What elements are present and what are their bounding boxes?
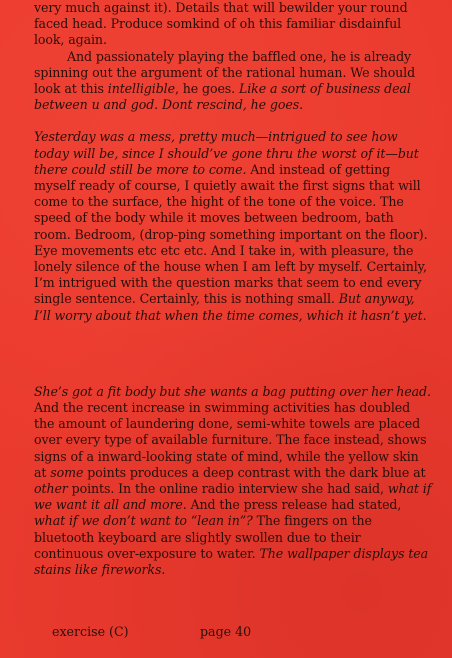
paragraph-2-italic-word: intelligible [107,81,175,97]
body-text [34,0,432,578]
paragraph-1-text: very much against it). Details that will bewilder your round faced head. Produce somkind of oh this familiar disdainful look, again. [34,0,408,48]
paragraph-4-text-b: points produces a deep contrast with the dark blue at [83,464,426,480]
paragraph-4 [34,384,432,578]
paragraph-4-italic-opening: She’s got a fit body but she wants a bag putting over her head. [34,383,431,399]
paragraph-4-text-e: The fingers on the bluetooth keyboard are slightly swollen due to their continuous over-exposure to water. [34,513,372,561]
paragraph-2 [34,49,432,114]
paragraph-gap [34,113,432,129]
paragraph-2-italic-quote: Like a sort of business deal between u and god. Dont rescind, he goes. [34,81,411,113]
paragraph-1 [34,0,432,49]
footer-section-label: exercise (C) [52,624,129,639]
paragraph-3-text: And instead of getting myself ready of course, I quietly await the first signs that will come to the surface, the hight of the tone of the voice. The speed of the body while it moves between bedroom, bath room. Bedroom, (drop-ping something important on the floor). Eye movements etc etc etc. And I take in, with pleasure, the lonely silence of the house when I am left by myself. Certainly, I’m intrigued with the question marks that seem to end every single sentence. Certainly, this is nothing small. [34,161,428,307]
paragraph-3-italic-closing: But anyway, I’ll worry about that when the time comes, which it hasn’t yet. [34,291,427,323]
paragraph-4-italic-some: some [50,464,84,480]
paragraph-4-italic-quote-2: what if we don’t want to “lean in”? [34,513,253,529]
paragraph-4-italic-closing: The wallpaper displays tea stains like fireworks. [34,545,429,578]
footer-page-number: page 40 [200,624,252,639]
section-gap [34,324,432,384]
paragraph-4-italic-quote-1: what if we want it all and more [34,481,432,513]
paragraph-4-text-d: . And the press release had stated, [182,497,402,513]
paragraph-4-text-a: And the recent increase in swimming activities has doubled the amount of laundering done, semi-white towels are placed over every type of available furniture. The face instead, shows signs of a inward-looking state of mind, while the yellow skin at [34,400,427,480]
paragraph-2-text: And passionately playing the baffled one, he is already spinning out the argument of the rational human. We should look at this [34,48,416,97]
paragraph-3 [34,129,432,323]
paragraph-4-text-c: points. In the online radio interview she had said, [67,481,388,497]
paragraph-3-italic-opening: Yesterday was a mess, pretty much—intrigued to see how today will be, since I should’ve gone thru the worst of it—but there could still be more to come. [34,129,419,177]
paragraph-2-text-b: , he goes. [174,81,239,97]
paragraph-4-italic-other: other [34,481,68,497]
